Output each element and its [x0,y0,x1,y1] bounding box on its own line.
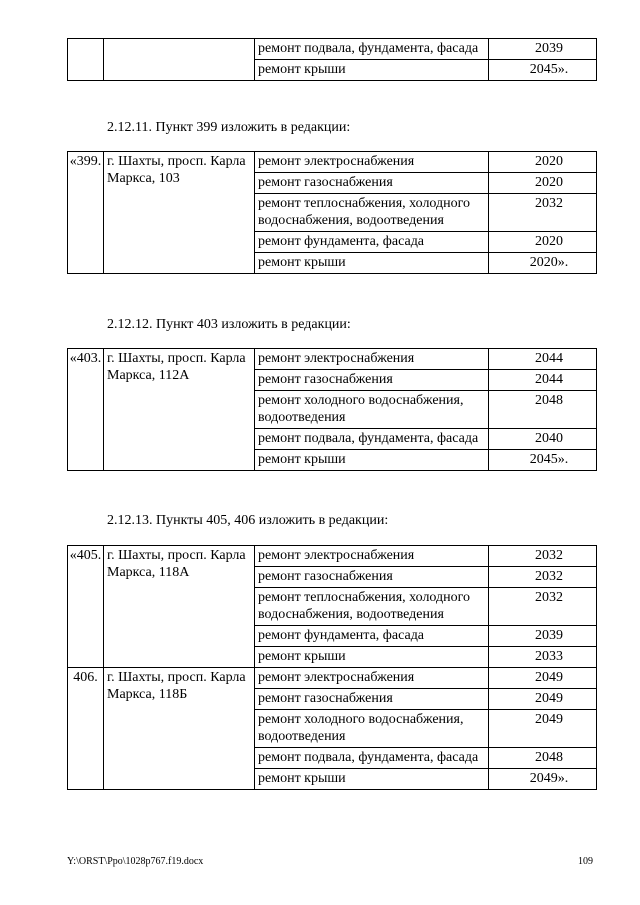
work-cell: ремонт теплоснабжения, холодного водоснабжения, водоотведения [255,194,489,232]
work-cell: ремонт электроснабжения [255,546,489,567]
work-cell: ремонт электроснабжения [255,152,489,173]
item-number: «403. [68,349,104,471]
work-cell: ремонт газоснабжения [255,370,489,391]
year-cell: 2049 [489,668,597,689]
work-cell: ремонт холодного водоснабжения, водоотведения [255,710,489,748]
year-cell: 2049 [489,710,597,748]
year-cell: 2032 [489,567,597,588]
year-cell: 2044 [489,349,597,370]
work-cell: ремонт теплоснабжения, холодного водоснабжения, водоотведения [255,588,489,626]
work-cell: ремонт крыши [255,60,489,81]
work-cell: ремонт подвала, фундамента, фасада [255,748,489,769]
table-row [68,152,597,173]
year-cell: 2020 [489,232,597,253]
year-cell: 2033 [489,647,597,668]
year-cell: 2040 [489,429,597,450]
item-number: 406. [68,668,104,790]
work-cell: ремонт газоснабжения [255,567,489,588]
table-row [68,349,597,370]
work-cell: ремонт холодного водоснабжения, водоотведения [255,391,489,429]
work-cell: ремонт подвала, фундамента, фасада [255,39,489,60]
page-number: 109 [578,856,593,867]
year-cell: 2020 [489,152,597,173]
year-cell: 2032 [489,194,597,232]
year-cell: 2044 [489,370,597,391]
section-table [67,151,597,274]
year-cell: 2049». [489,769,597,790]
year-cell: 2048 [489,391,597,429]
section-table [67,545,597,790]
table-row [68,546,597,567]
year-cell: 2045». [489,450,597,471]
table-row [68,668,597,689]
footer-file-path: Y:\ORST\Ppo\1028p767.f19.docx [67,856,204,867]
year-cell: 2039 [489,39,597,60]
item-address: г. Шахты, просп. Карла Маркса, 118А [104,546,255,668]
item-number: «405. [68,546,104,668]
item-address: г. Шахты, просп. Карла Маркса, 103 [104,152,255,274]
section-heading: 2.12.11. Пункт 399 изложить в редакции: [107,120,351,135]
work-cell: ремонт газоснабжения [255,173,489,194]
continuation-table [67,38,597,81]
work-cell: ремонт фундамента, фасада [255,232,489,253]
work-cell: ремонт крыши [255,647,489,668]
work-cell: ремонт фундамента, фасада [255,626,489,647]
year-cell: 2045». [489,60,597,81]
year-cell: 2039 [489,626,597,647]
year-cell: 2020». [489,253,597,274]
work-cell: ремонт крыши [255,253,489,274]
number-cell [68,39,104,81]
section-heading: 2.12.13. Пункты 405, 406 изложить в редакции: [107,513,389,528]
year-cell: 2048 [489,748,597,769]
work-cell: ремонт крыши [255,769,489,790]
item-number: «399. [68,152,104,274]
year-cell: 2032 [489,588,597,626]
work-cell: ремонт подвала, фундамента, фасада [255,429,489,450]
year-cell: 2049 [489,689,597,710]
year-cell: 2020 [489,173,597,194]
work-cell: ремонт электроснабжения [255,349,489,370]
work-cell: ремонт крыши [255,450,489,471]
work-cell: ремонт газоснабжения [255,689,489,710]
item-address: г. Шахты, просп. Карла Маркса, 112А [104,349,255,471]
year-cell: 2032 [489,546,597,567]
item-address: г. Шахты, просп. Карла Маркса, 118Б [104,668,255,790]
work-cell: ремонт электроснабжения [255,668,489,689]
section-table [67,348,597,471]
address-cell [104,39,255,81]
section-heading: 2.12.12. Пункт 403 изложить в редакции: [107,317,351,332]
table-row [68,39,597,60]
